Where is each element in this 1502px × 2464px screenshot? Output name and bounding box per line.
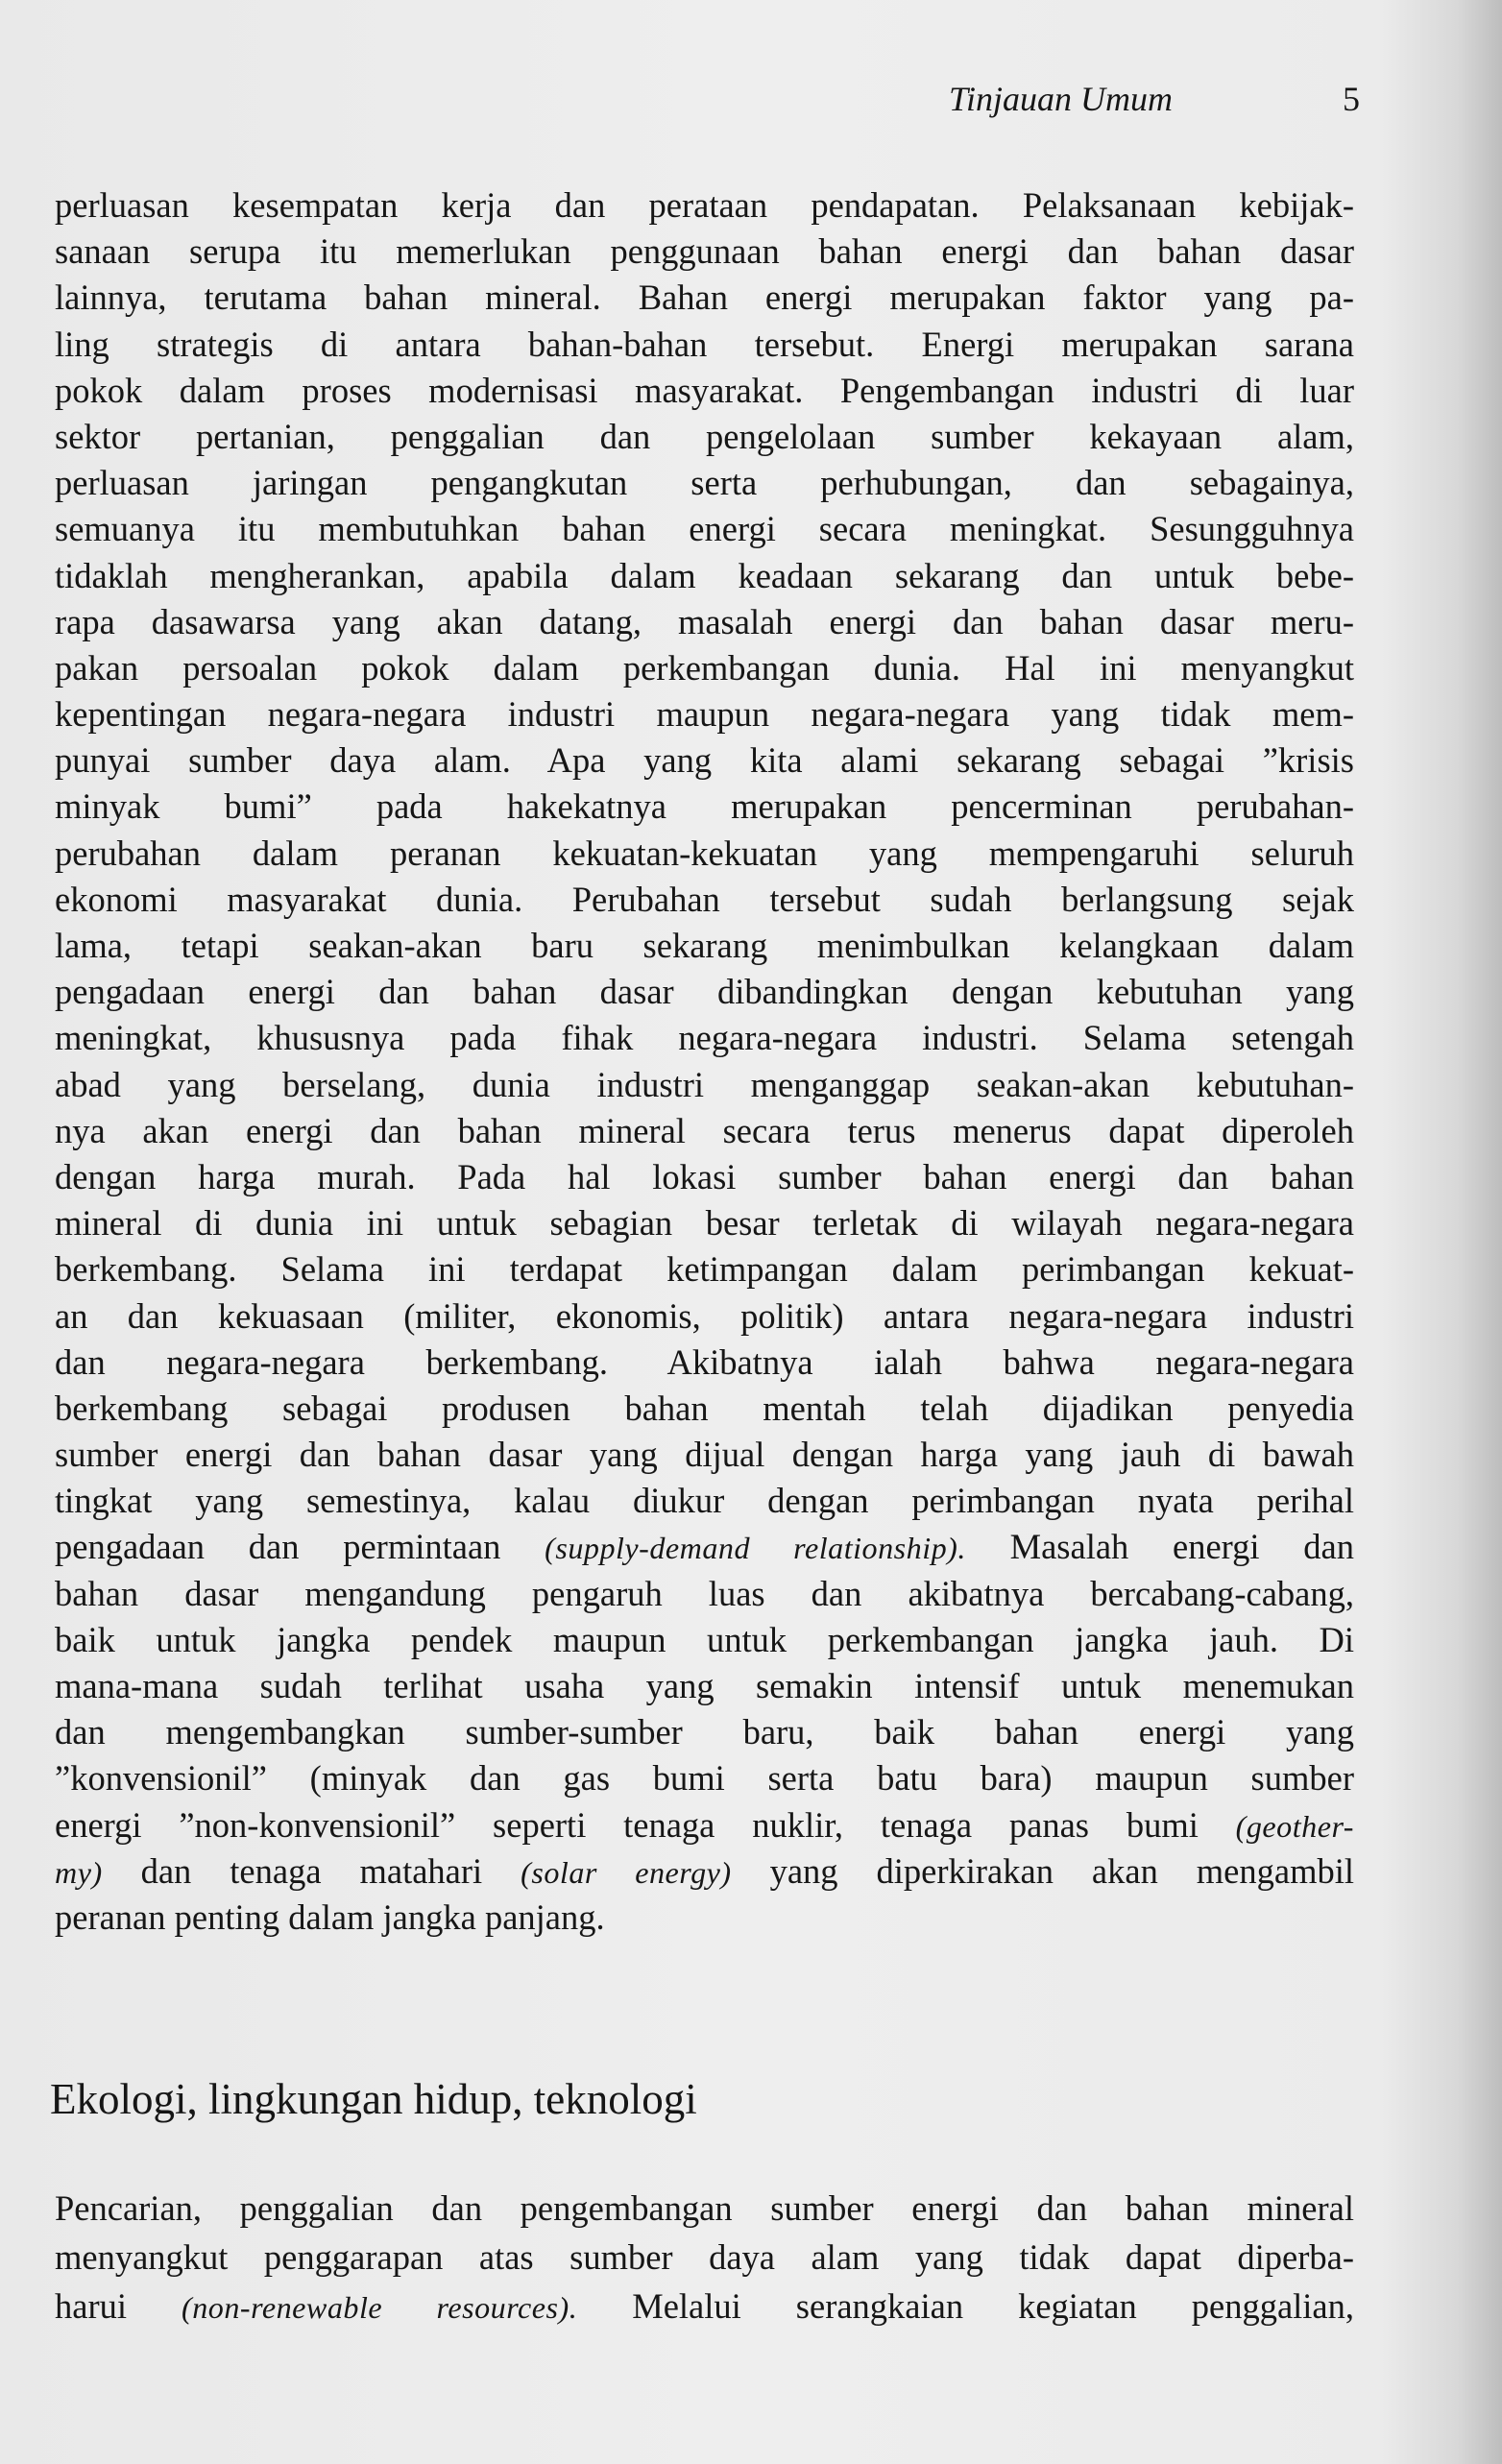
text-line [55,553,1354,599]
text-line [55,1246,1354,1292]
section-heading: Ekologi, lingkungan hidup, teknologi [50,2075,697,2123]
text-line [55,691,1354,737]
text-run: tingkat yang semestinya, kalau diukur dengan perimbangan nyata perihal [55,1481,1354,1521]
text-run: baik untuk jangka pendek maupun untuk perkembangan jangka jauh. Di [55,1619,1354,1659]
text-run: harui [55,2286,182,2326]
text-run: yang diperkirakan akan mengambil [731,1850,1354,1891]
italic-term: (solar energy) [521,1854,732,1890]
text-line [55,2184,1354,2233]
text-run: mana-mana sudah terlihat usaha yang semakin intensif untuk menemukan [55,1666,1354,1705]
text-line [55,599,1354,645]
text-line [55,784,1354,830]
italic-term: (geother- [1235,1808,1354,1844]
text-run: pengadaan energi dan bahan dasar dibandingkan dengan kebutuhan yang [55,972,1354,1012]
text-line [55,1015,1354,1061]
text-run: pengadaan dan permintaan [55,1527,545,1567]
text-run: semuanya itu membutuhkan bahan energi secara meningkat. Sesungguhnya [55,509,1354,549]
text-run: tidaklah mengherankan, apabila dalam keadaan sekarang dan untuk bebe- [55,555,1354,595]
text-line [55,1848,1354,1895]
italic-term: (supply-demand relationship). [545,1531,966,1566]
text-run: berkembang sebagai produsen bahan mentah telah dijadikan penyedia [55,1388,1354,1428]
text-line [55,1386,1354,1432]
text-line [55,229,1354,275]
text-line [55,1062,1354,1108]
text-line [55,414,1354,460]
text-run: ling strategis di antara bahan-bahan tersebut. Energi merupakan sarana [55,324,1354,364]
text-run: an dan kekuasaan (militer, ekonomis, politik) antara negara-negara industri [55,1295,1354,1336]
text-run: ”konvensionil” (minyak dan gas bumi serta batu bara) maupun sumber [55,1758,1354,1799]
text-run: dengan harga murah. Pada hal lokasi sumber bahan energi dan bahan [55,1156,1354,1196]
text-line [55,1663,1354,1709]
text-run: sanaan serupa itu memerlukan penggunaan bahan energi dan bahan dasar [55,231,1354,272]
text-line [55,877,1354,923]
text-run: kepentingan negara-negara industri maupun negara-negara yang tidak mem- [55,694,1354,735]
text-line [55,1154,1354,1200]
text-line [55,1524,1354,1570]
text-line [55,1478,1354,1524]
text-run: sumber energi dan bahan dasar yang dijual dengan harga yang jauh di bawah [55,1435,1354,1475]
text-line [55,1200,1354,1246]
text-run: berkembang. Selama ini terdapat ketimpangan dalam perimbangan kekuat- [55,1249,1354,1290]
text-run: abad yang berselang, dunia industri menganggap seakan-akan kebutuhan- [55,1064,1354,1104]
body-paragraph [55,2184,1354,2331]
text-run: lama, tetapi seakan-akan baru sekarang menimbulkan kelangkaan dalam [55,926,1354,965]
text-run: Pencarian, penggalian dan pengembangan sumber energi dan bahan mineral [55,2188,1354,2228]
text-run: lainnya, terutama bahan mineral. Bahan energi merupakan faktor yang pa- [55,278,1354,318]
text-line [55,1571,1354,1617]
text-line [55,1432,1354,1478]
text-line [55,368,1354,414]
text-run: energi ”non-konvensionil” seperti tenaga nuklir, tenaga panas bumi [55,1804,1236,1845]
text-line [55,1340,1354,1386]
text-run: ekonomi masyarakat dunia. Perubahan tersebut sudah berlangsung sejak [55,879,1354,919]
italic-term: (non-renewable resources). [182,2290,578,2325]
text-line [55,923,1354,969]
text-line [55,969,1354,1015]
text-run: dan negara-negara berkembang. Akibatnya ialah bahwa negara-negara [55,1341,1354,1382]
text-run: minyak bumi” pada hakekatnya merupakan pencerminan perubahan- [55,786,1354,827]
body-paragraph [55,182,1354,1941]
text-run: menyangkut penggarapan atas sumber daya alam yang tidak dapat diperba- [55,2237,1354,2277]
text-run: punyai sumber daya alam. Apa yang kita alami sekarang sebagai ”krisis [55,740,1354,781]
text-run: sektor pertanian, penggalian dan pengelolaan sumber kekayaan alam, [55,416,1354,456]
text-line [55,1709,1354,1755]
running-header-title: Tinjauan Umum [949,80,1174,118]
text-line [55,1755,1354,1801]
text-line [55,1802,1354,1848]
text-line [55,1108,1354,1154]
text-run: perubahan dalam peranan kekuatan-kekuatan yang mempengaruhi seluruh [55,833,1354,873]
text-run: perluasan jaringan pengangkutan serta perhubungan, dan sebagainya, [55,463,1354,503]
text-line [55,1293,1354,1340]
italic-term: my) [55,1854,103,1890]
text-line [55,737,1354,784]
text-run: nya akan energi dan bahan mineral secara terus menerus dapat diperoleh [55,1110,1354,1150]
text-run: dan tenaga matahari [102,1850,521,1891]
text-line [55,506,1354,552]
text-run: bahan dasar mengandung pengaruh luas dan akibatnya bercabang-cabang, [55,1573,1354,1613]
text-line [55,645,1354,691]
text-run: pakan persoalan pokok dalam perkembangan dunia. Hal ini menyangkut [55,647,1354,688]
text-line [55,1895,1354,1941]
text-line [55,460,1354,506]
text-line [55,1617,1354,1663]
text-line [55,322,1354,368]
text-line [55,2233,1354,2282]
text-run: mineral di dunia ini untuk sebagian besar terletak di wilayah negara-negara [55,1203,1354,1244]
text-line [55,275,1354,321]
text-line [55,2282,1354,2331]
text-run: peranan penting dalam jangka panjang. [55,1896,605,1937]
text-run: Masalah energi dan [965,1527,1355,1567]
text-run: Melalui serangkaian kegiatan penggalian, [577,2286,1354,2326]
text-line [55,831,1354,877]
text-run: meningkat, khususnya pada fihak negara-negara industri. Selama setengah [55,1018,1354,1058]
text-run: dan mengembangkan sumber-sumber baru, baik bahan energi yang [55,1712,1354,1752]
text-run: pokok dalam proses modernisasi masyarakat. Pengembangan industri di luar [55,370,1354,410]
page-number: 5 [1343,80,1360,118]
text-line [55,182,1354,229]
text-run: rapa dasawarsa yang akan datang, masalah energi dan bahan dasar meru- [55,601,1354,641]
text-run: perluasan kesempatan kerja dan perataan pendapatan. Pelaksanaan kebijak- [55,185,1354,225]
